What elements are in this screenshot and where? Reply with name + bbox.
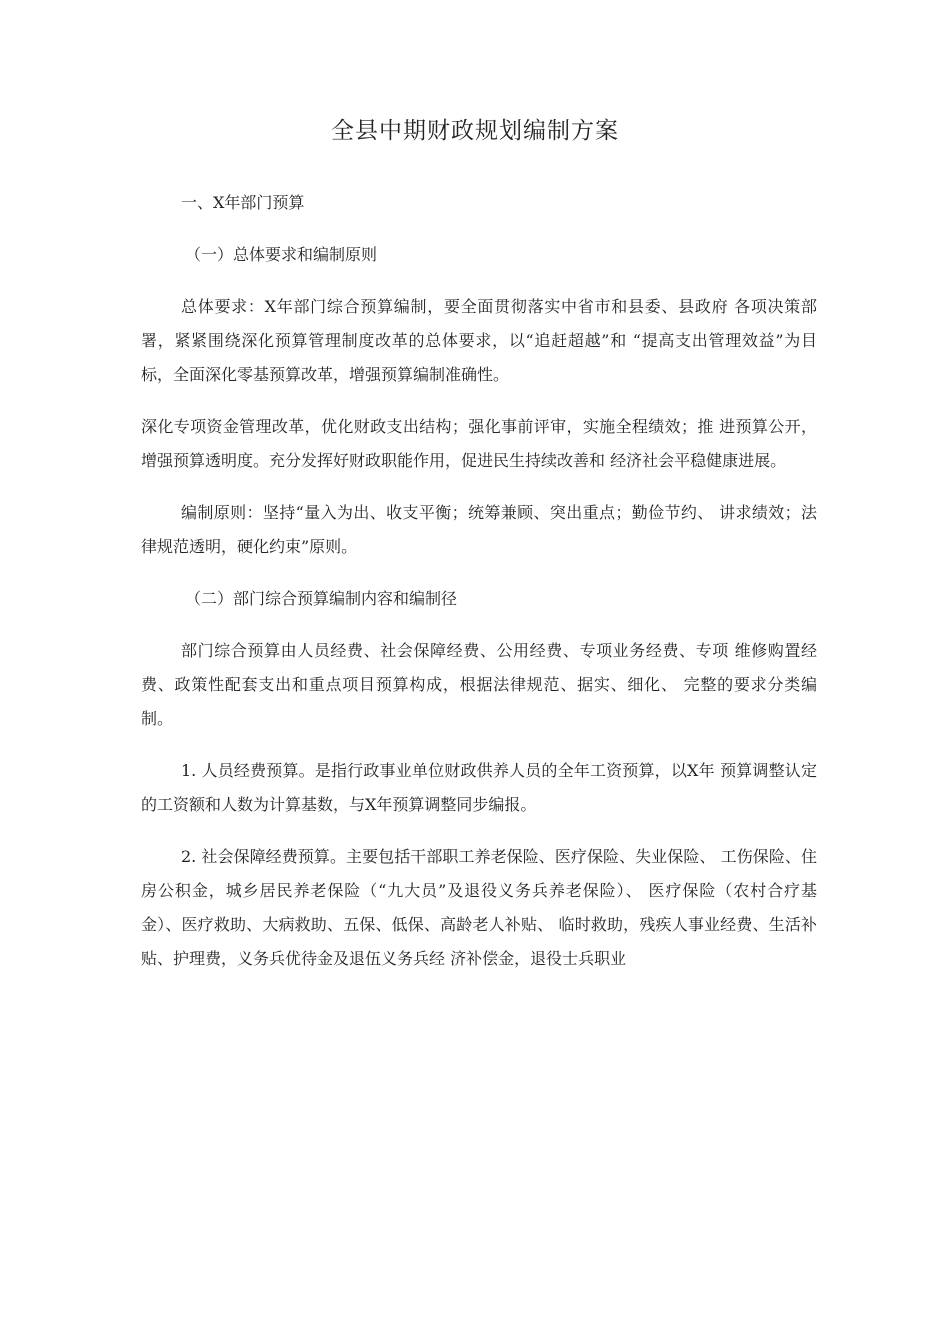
subsection-heading-2: （二）部门综合预算编制内容和编制径 (185, 589, 458, 608)
subsection-heading-1: （一）总体要求和编制原则 (185, 245, 378, 264)
section-heading-1: 一、X年部门预算 (181, 193, 305, 212)
paragraph-budget-content: 部门综合预算由人员经费、社会保障经费、公用经费、专项业务经费、专项 维修购置经费、政策性配套支出和重点项目预算构成，根据法律规范、据实、细化、 完整的要求分类编制。 (141, 641, 817, 728)
paragraph-principles: 编制原则：坚持“量入为出、收支平衡；统筹兼顾、突出重点；勤俭节约、 讲求绩效；法律规范透明，硬化约束”原则。 (141, 503, 817, 556)
paragraph-social-security-budget: 2. 社会保障经费预算。主要包括干部职工养老保险、医疗保险、失业保险、 工伤保险、住房公积金，城乡居民养老保险（“九大员”及退役义务兵养老保险）、 医疗保险（农村合疗基金）、医疗救助、大病救助、五保、低保、高龄老人补贴、 临时救助，残疾人事业经费、生活补贴、护理费，义务兵优待金及退伍义务兵经 济补偿金，退役士兵职业 (141, 847, 817, 968)
document-title: 全县中期财政规划编制方案 (331, 118, 619, 144)
document-body (141, 186, 817, 994)
paragraph-personnel-budget: 1. 人员经费预算。是指行政事业单位财政供养人员的全年工资预算，以X年 预算调整认定的工资额和人数为计算基数，与X年预算调整同步编报。 (141, 761, 817, 814)
paragraph-reform: 深化专项资金管理改革，优化财政支出结构；强化事前评审，实施全程绩效；推 进预算公开，增强预算透明度。充分发挥好财政职能作用，促进民生持续改善和 经济社会平稳健康进展。 (141, 417, 817, 470)
paragraph-overall-requirements: 总体要求：X年部门综合预算编制，要全面贯彻落实中省市和县委、县政府 各项决策部署，紧紧围绕深化预算管理制度改革的总体要求，以“追赶超越”和 “提高支出管理效益”为目标，全面深化零基预算改革，增强预算编制准确性。 (141, 297, 817, 384)
